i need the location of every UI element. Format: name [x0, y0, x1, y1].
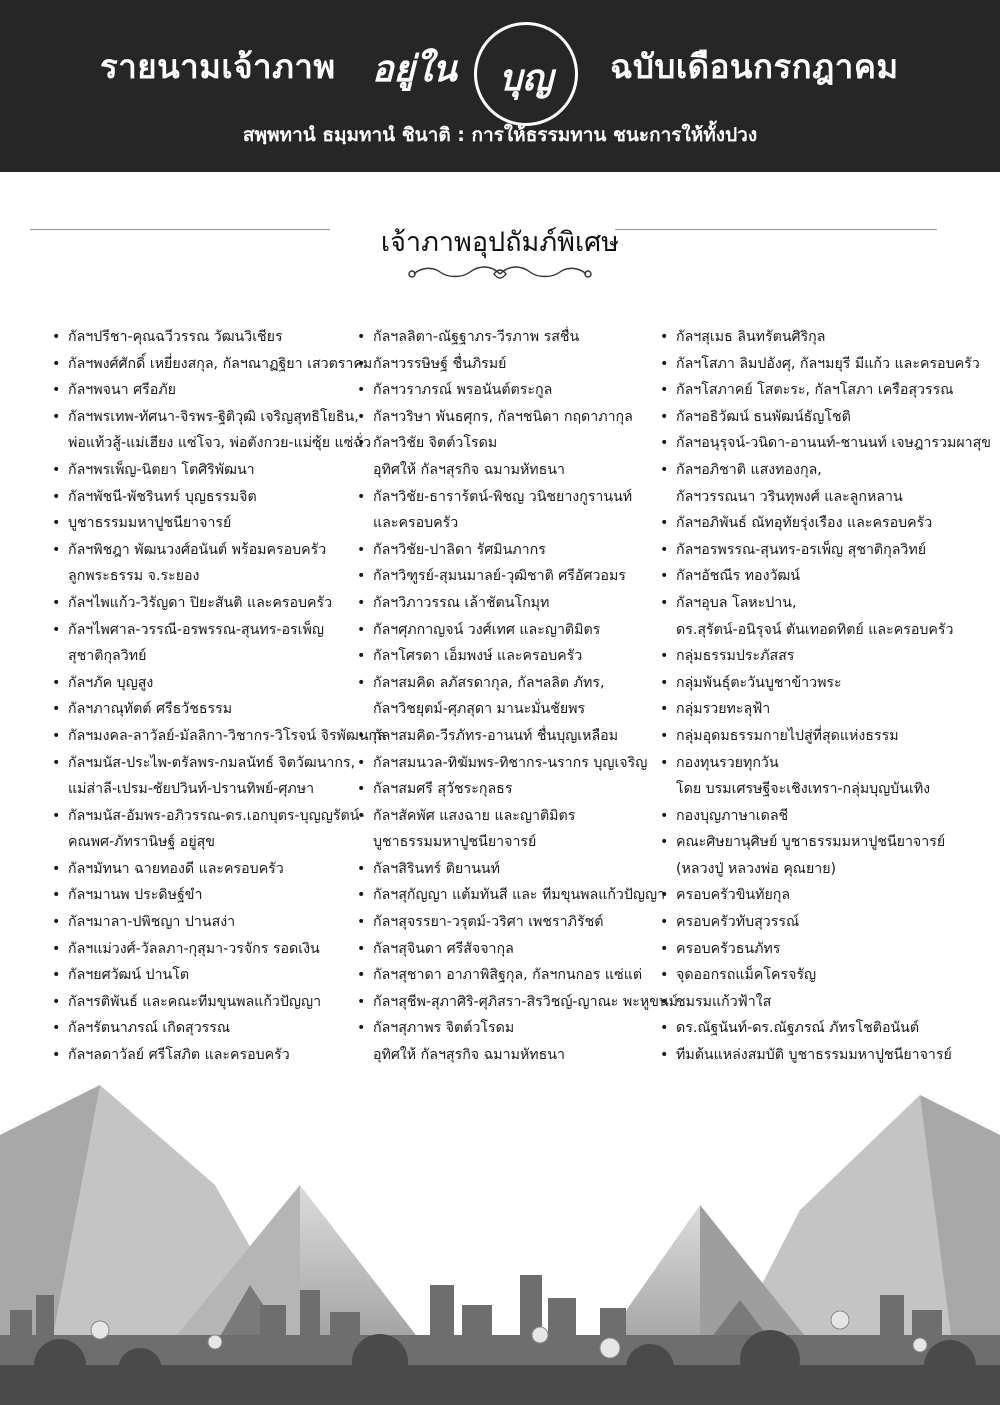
flourish-ornament — [398, 262, 602, 286]
donor-list-item: • กัลฯอัชณีร ทองวัฒน์ — [660, 563, 990, 590]
donor-name-continuation: คณพศ-ภัทรานิษฐ์ อยู่สุข — [68, 834, 216, 851]
donor-list-item: • ครอบครัวขินทัยกุล — [660, 882, 990, 909]
donor-list-item: • กัลฯโศรดา เอ็มพงษ์ และครอบครัว — [357, 643, 657, 670]
donor-list-item: • กัลฯไพแก้ว-วิรัญดา ปิยะสันติ และครอบครัว — [52, 590, 352, 617]
donor-list-item: • กัลฯวริษา พันธศุกร, กัลฯชนิดา กฤดาภากุล — [357, 404, 657, 431]
donor-name-continuation: ดร.สุรัตน์-อนิรุจน์ ตันเทอดทิตย์ และครอบครัว — [676, 621, 954, 638]
donor-list-item: • กัลฯภัค บุญสูง — [52, 670, 352, 697]
donor-list-item: • กัลฯสุเมธ ลินทรัตนศิริกุล — [660, 324, 990, 351]
donor-list-item: • กัลฯยศวัฒน์ ปานโต — [52, 962, 352, 989]
donor-list-item: • กัลฯพจนา ศรีอภัย — [52, 377, 352, 404]
donor-list-item: • กัลฯสมคิด ลภัสรดากุล, กัลฯลลิต ภัทร, — [357, 670, 657, 697]
donor-name-continuation: โดย บรมเศรษฐีจะเชิงเทรา-กลุ่มบุญบันเทิง — [676, 781, 931, 798]
header-subtitle: สพฺพทานํ ธมฺมทานํ ชินาติ : การให้ธรรมทาน ชนะการให้ทั้งปวง — [242, 124, 758, 146]
donor-name-continuation: (หลวงปู่ หลวงพ่อ คุณยาย) — [676, 860, 837, 877]
donor-list-item: • คณะศิษยานุศิษย์ บูชาธรรมมหาปูชนียาจารย์ — [660, 829, 990, 856]
donor-list-item: • กัลฯวิภาวรรณ เล้าชัตนโกมุท — [357, 590, 657, 617]
donor-list-item: • กัลฯอภิพันธ์ ณัทอุทัยรุ่งเรือง และครอบครัว — [660, 510, 990, 537]
donor-list-item: • กัลฯวิชัย-ธาราร้ตน์-พิชญ วนิชยางกูรานนท์ — [357, 484, 657, 511]
logo-circle — [474, 22, 578, 126]
landscape-illustration — [0, 1080, 1000, 1405]
donor-list-item: • กัลฯสุกัญญา แต้มทันสี และ ทีมขุนพลแก้วปัญญา — [357, 882, 657, 909]
donor-list-item: • บูชาธรรมมหาปูชนียาจารย์ — [52, 510, 352, 537]
logo-script-text: อยู่ใน — [372, 48, 457, 90]
donor-name-continuation: อุทิศให้ กัลฯสุรกิจ ฉมามหัทธนา — [373, 1047, 565, 1064]
donor-list-item: • กัลฯรติพันธ์ และคณะทีมขุนพลแก้วปัญญา — [52, 989, 352, 1016]
donor-list-item: • กลุ่มธรรมประภัสสร — [660, 643, 990, 670]
donor-name-continuation: บูชาธรรมมหาปูชนียาจารย์ — [373, 834, 537, 851]
donor-column-2 — [357, 324, 678, 1069]
donor-list-item: • กัลฯรัตนาภรณ์ เกิดสุวรรณ — [52, 1015, 352, 1042]
donor-list-item: • กัลฯสมนวล-ทิฆัมพร-ทิชากร-นรากร บุญเจริญ — [357, 750, 657, 777]
donor-list-item: • ครอบครัวธนภัทร — [660, 936, 990, 963]
donor-list-item: • กัลฯอุบล โลหะปาน, — [660, 590, 990, 617]
title-right: ฉบับเดือนกรกฎาคม — [610, 47, 899, 86]
donor-list-item: • กัลฯลลิตา-ณัฐฐาภร-วีรภาพ รสชื่น — [357, 324, 657, 351]
donor-list-item: • จุดออกรถแม็คโครจรัญ — [660, 962, 990, 989]
donor-list-item: • ชมรมแก้วฟ้าใส — [660, 989, 990, 1016]
donor-column-1 — [52, 324, 386, 1069]
donor-list-item: • กัลฯสุจินดา ศรีสัจจากุล — [357, 936, 657, 963]
donor-list-item: • กัลฯมาลา-ปพิชญา ปานสง่า — [52, 909, 352, 936]
donor-name-continuation: อุทิศให้ กัลฯสุรกิจ ฉมามหัทธนา — [373, 461, 565, 478]
donor-name-continuation: กัลฯวรรณนา วรินทุพงศ์ และลูกหลาน — [676, 488, 903, 505]
donor-list-item: • กัลฯสัคพัศ แสงฉาย และญาติมิตร — [357, 803, 657, 830]
donor-list-item: • กัลฯมนัส-อัมพร-อภิวรรณ-ดร.เอกบุตร-บุญญรัตน์- — [52, 803, 352, 830]
title-left: รายนามเจ้าภาพ — [100, 47, 336, 86]
donor-list-item: • กลุ่มรวยทะลุฟ้า — [660, 696, 990, 723]
donor-column-3 — [660, 324, 990, 1069]
donor-list-item: • กัลฯวิชัย จิตต์วโรดม — [357, 430, 657, 457]
donor-list-item: • กัลฯพัชนี-พัชรินทร์ บุญธรรมจิต — [52, 484, 352, 511]
donor-list-item: • กัลฯพรเพ็ญ-นิตยา โตศิริพัฒนา — [52, 457, 352, 484]
donor-list-item: • กัลฯสมคิด-วีรภัทร-อานนท์ ชื่นบุญเหลือม — [357, 723, 657, 750]
donor-list-item: • กัลฯโสภาคย์ โสตะระ, กัลฯโสภา เครือสุวรรณ — [660, 377, 990, 404]
donor-list-item: • กัลฯสิรินทร์ ติยานนท์ — [357, 856, 657, 883]
donor-list-item: • กัลฯมัทนา ฉายทองดี และครอบครัว — [52, 856, 352, 883]
logo-circle-text: บุญ — [499, 57, 553, 99]
donor-list-item: • กัลฯภาณุทัตต์ ศรีธวัชธรรม — [52, 696, 352, 723]
donor-list-item: • กัลฯสมศรี สุวัชระกุลธร — [357, 776, 657, 803]
donor-list-item: • กัลฯสุภาพร จิตต์วโรดม — [357, 1015, 657, 1042]
donor-list-item: • กลุ่มอุดมธรรมกายไปสู่ที่สุดแห่งธรรม — [660, 723, 990, 750]
donor-list-item: • กัลฯอธิวัฒน์ ธนพัฒน์ธัญโชติ — [660, 404, 990, 431]
donor-list-item: • กองทุนรวยทุกวัน — [660, 750, 990, 777]
donor-list-item: • กัลฯวรรษิษฐ์ ชื่นภิรมย์ — [357, 351, 657, 378]
donor-list-item: • กัลฯวราภรณ์ พรอนันต์ตระกูล — [357, 377, 657, 404]
donor-list-item: • กัลฯมนัส-ประไพ-ตรัลพร-กมลนัทธ์ จิตวัฒนากร, — [52, 750, 352, 777]
donor-name-continuation: แม่ส่าลี-เปรม-ชัยปวินท์-ปรานทิพย์-ศุภษา — [68, 781, 315, 798]
donor-list-item: • กัลฯมานพ ประดิษฐ์ขำ — [52, 882, 352, 909]
donor-list-item: • กลุ่มพันธุ์ตะวันบูชาข้าวพระ — [660, 670, 990, 697]
donor-list-item: • กัลฯสุชีพ-สุภาศิริ-ศุภิสรา-สิรวิชญ์-ญาณะ พะหูขนม์ — [357, 989, 657, 1016]
donor-list-item: • กัลฯสุจรรยา-วรุตม์-วริศา เพชราภิรัชต์ — [357, 909, 657, 936]
donor-list-item: • ครอบครัวทับสุวรรณ์ — [660, 909, 990, 936]
donor-name-continuation: สุชาติกุลวิทย์ — [68, 648, 147, 665]
donor-name-continuation: และครอบครัว — [373, 515, 459, 532]
donor-list-item: • กัลฯไพศาล-วรรณี-อรพรรณ-สุนทร-อรเพ็ญ — [52, 617, 352, 644]
donor-list-item: • กัลฯสุชาดา อาภาพิสิฐกุล, กัลฯกนกอร แซ่แต่ — [357, 962, 657, 989]
donor-list-item: • ทีมต้นแหล่งสมบัติ บูชาธรรมมหาปูชนียาจารย์ — [660, 1042, 990, 1069]
donor-list-item: • กัลฯวิชัย-ปาลิดา รัศมินภากร — [357, 537, 657, 564]
donor-list-item: • กองบุญภาษาเดลชี — [660, 803, 990, 830]
donor-list-item: • กัลฯอภิชาติ แสงทองกุล, — [660, 457, 990, 484]
donor-list-item: • กัลฯพงศ์ศักดิ์ เหยี่ยงสกุล, กัลฯณาฏฐิยา เสวตราคม — [52, 351, 352, 378]
donor-name-continuation: กัลฯวิชยุตม์-ศุภสุดา มานะมั่นชัยพร — [373, 701, 586, 718]
donor-list-item: • กัลฯปรีชา-คุณฉวีวรรณ วัฒนวิเชียร — [52, 324, 352, 351]
donor-list-item: • กัลฯพิชฎา พัฒนวงศ์อนันต์ พร้อมครอบครัว — [52, 537, 352, 564]
donor-list-item: • กัลฯอรพรรณ-สุนทร-อรเพ็ญ สุชาติกุลวิทย์ — [660, 537, 990, 564]
donor-list-item: • กัลฯลดาวัลย์ ศรีโสภิต และครอบครัว — [52, 1042, 352, 1069]
header-banner — [0, 0, 1000, 172]
donor-list-item: • กัลฯอนุรุจน์-วนิดา-อานนท์-ชานนท์ เจษฎารวมผาสุข — [660, 430, 990, 457]
donor-list-item: • กัลฯพรเทพ-ทัศนา-จิรพร-ฐิติวุฒิ เจริญสุทธิโยธิน, — [52, 404, 352, 431]
donor-list-item: • กัลฯวิฑูรย์-สุมนมาลย์-วุฒิชาติ ศรีอัศวอมร — [357, 563, 657, 590]
donor-name-continuation: ลูกพระธรรม จ.ระยอง — [68, 568, 200, 585]
section-title: เจ้าภาพอุปถัมภ์พิเศษ — [380, 227, 620, 258]
donor-name-continuation: พ่อแท้วสู้-แม่เฮียง แซ่โจว, พ่อตังกวย-แม่ซุ้ย แซ่ฉั่ว — [68, 435, 371, 452]
donor-list-item: • กัลฯศุภกาญจน์ วงศ์เทศ และญาติมิตร — [357, 617, 657, 644]
donor-list-item: • ดร.ณัฐนันท์-ดร.ณัฐภรณ์ ภัทรโชติอนันต์ — [660, 1015, 990, 1042]
donor-list-item: • กัลฯโสภา ลิมปอังศุ, กัลฯมยุรี มีแก้ว และครอบครัว — [660, 351, 990, 378]
donor-list-item: • กัลฯมงคล-ลาวัลย์-มัลลิกา-วิชากร-วิโรจน์ จิรพัฒนกุล — [52, 723, 352, 750]
donor-list-item: • กัลฯแม่วงศ์-วัลลภา-กุสุมา-วรจักร รอดเงิน — [52, 936, 352, 963]
